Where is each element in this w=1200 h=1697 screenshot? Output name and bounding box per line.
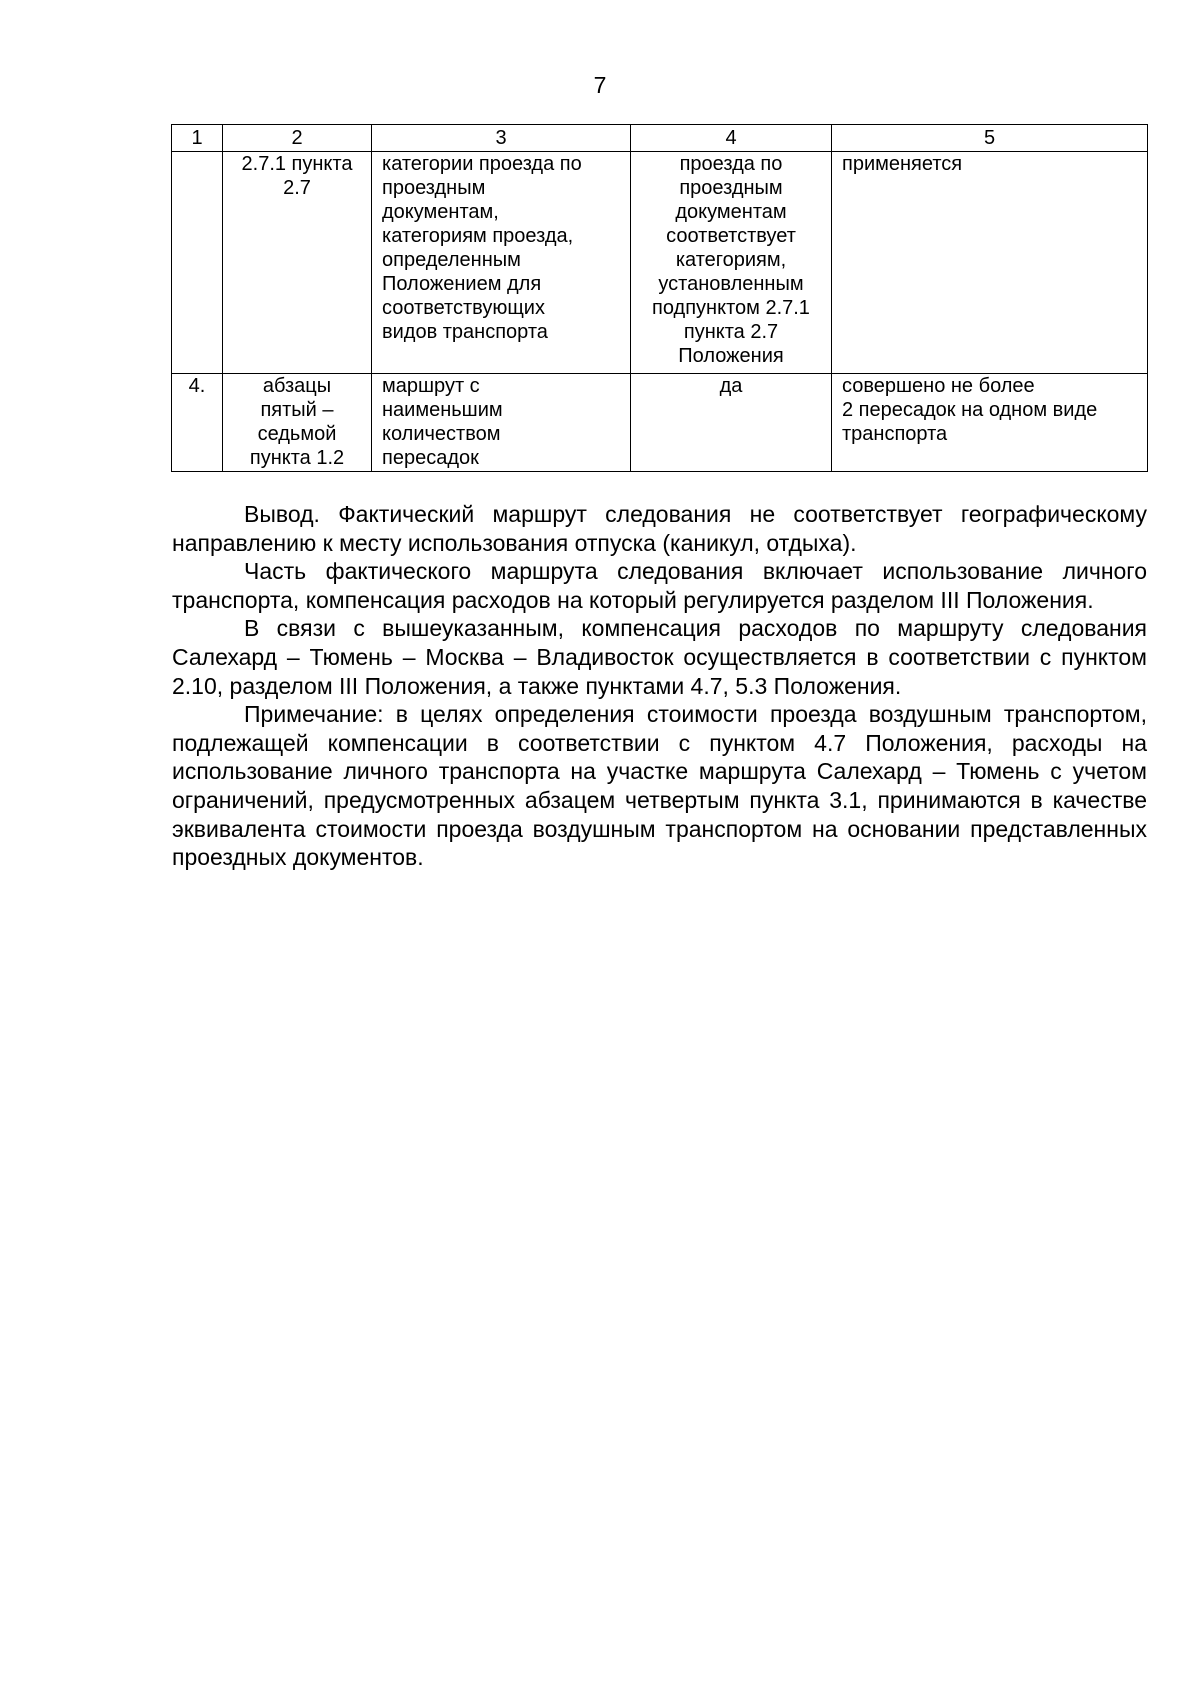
table-cell: 4. <box>172 374 223 472</box>
paragraph-compensation: В связи с вышеуказанным, компенсация расходов по маршруту следования Салехард – Тюмень – Москва – Владивосток осуществляется в соответствии с пунктом 2.10, разделом III Положения, а также пунктами 4.7, 5.3 Положения. <box>172 615 1147 699</box>
table-header-cell: 3 <box>372 125 631 152</box>
table-header-cell: 5 <box>832 125 1148 152</box>
paragraph-conclusion: Вывод. Фактический маршрут следования не соответствует географическому направлению к месту использования отпуска (каникул, отдыха). <box>172 501 1147 556</box>
paragraph-note: Примечание: в целях определения стоимости проезда воздушным транспортом, подлежащей компенсации в соответствии с пунктом 4.7 Положения, расходы на использование личного транспорта на участке маршрута Салехард – Тюмень с учетом ограничений, предусмотренных абзацем четвертым пункта 3.1, принимаются в качестве эквивалента стоимости проезда воздушным транспортом на основании представленных проездных документов. <box>172 701 1147 871</box>
table-cell: абзацы пятый – седьмой пункта 1.2 <box>223 374 372 472</box>
table-cell: 2.7.1 пункта 2.7 <box>223 152 372 374</box>
table-header-row <box>172 125 1148 152</box>
table-cell: маршрут с наименьшим количеством пересадок <box>372 374 631 472</box>
table-cell: проезда по проездным документам соответствует категориям, установленным подпунктом 2.7.1 пункта 2.7 Положения <box>631 152 832 374</box>
table-cell <box>172 152 223 374</box>
table-cell: применяется <box>832 152 1148 374</box>
table-cell: категории проезда по проездным документам, категориям проезда, определенным Положением для соответствующих видов транспорта <box>372 152 631 374</box>
table-header-cell: 4 <box>631 125 832 152</box>
table-row <box>172 374 1148 472</box>
table-header-cell: 2 <box>223 125 372 152</box>
table-header-cell: 1 <box>172 125 223 152</box>
table-cell: да <box>631 374 832 472</box>
table-row <box>172 152 1148 374</box>
paragraph-personal-transport: Часть фактического маршрута следования включает использование личного транспорта, компенсация расходов на который регулируется разделом III Положения. <box>172 558 1147 613</box>
body-text <box>172 500 1147 872</box>
page-number: 7 <box>593 72 607 98</box>
document-table <box>171 124 1148 472</box>
table-cell: совершено не более 2 пересадок на одном виде транспорта <box>832 374 1148 472</box>
